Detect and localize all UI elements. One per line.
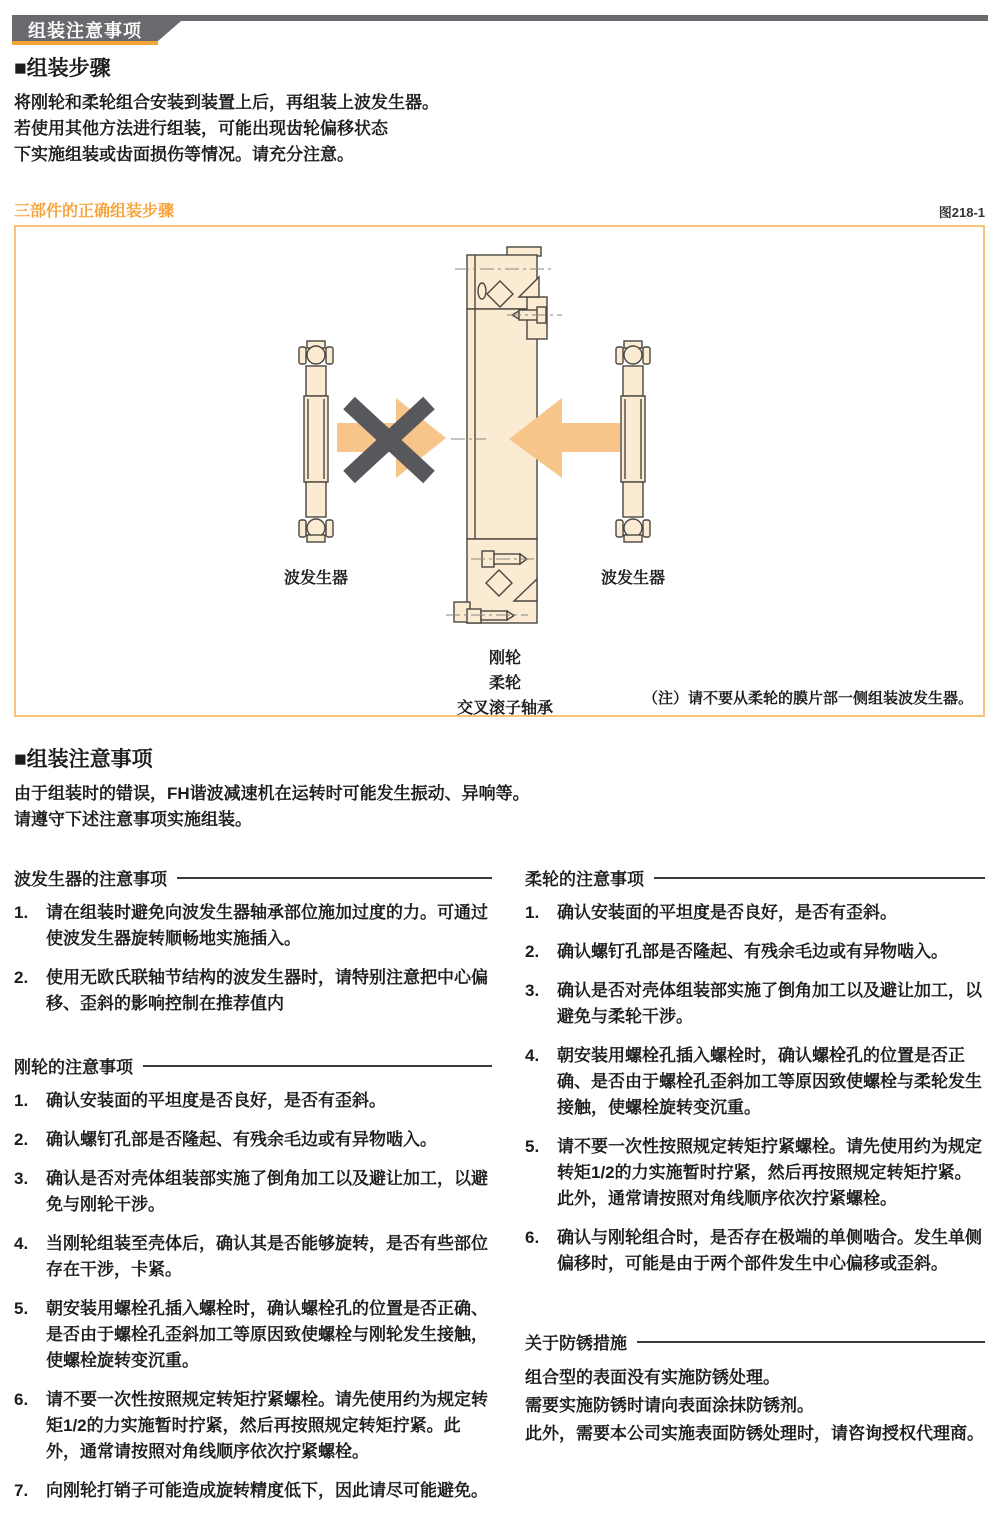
item-number: 4.: [14, 1234, 29, 1253]
wave-generator-list-title: 波发生器的注意事项: [14, 870, 167, 889]
list-item: [14, 1387, 492, 1465]
item-number: 7.: [14, 1481, 29, 1500]
list-item: [525, 978, 985, 1030]
item-text: 确认与刚轮组合时，是否存在极端的单侧啮合。发生单侧偏移时，可能是由于两个部件发生中心偏移或歪斜。: [557, 1228, 982, 1273]
list-item: [525, 1225, 985, 1277]
item-text: 请不要一次性按照规定转矩拧紧螺栓。请先使用约为规定转矩1/2的力实施暂时拧紧，然后再按照规定转矩拧紧。此外，通常请按照对角线顺序依次拧紧螺栓。: [46, 1390, 488, 1461]
wave-generator-left-drawing: [299, 341, 333, 542]
item-number: 1.: [14, 903, 29, 922]
figure-note: （注）请不要从柔轮的膜片部一侧组装波发生器。: [642, 690, 973, 707]
item-text: 确认螺钉孔部是否隆起、有残余毛边或有异物啮入。: [46, 1130, 437, 1149]
list-item: [14, 1088, 492, 1114]
item-number: 5.: [14, 1299, 29, 1318]
item-number: 3.: [14, 1169, 29, 1188]
item-number: 1.: [14, 1091, 29, 1110]
wave-generator-right-drawing: [616, 341, 650, 542]
item-text: 确认是否对壳体组装部实施了倒角加工以及避让加工，以避免与柔轮干涉。: [557, 981, 982, 1026]
item-text: 朝安装用螺栓孔插入螺栓时，确认螺栓孔的位置是否正确、是否由于螺栓孔歪斜加工等原因致使螺栓与柔轮发生接触，使螺栓旋转变沉重。: [557, 1046, 982, 1117]
paragraph-line: 下实施组装或齿面损伤等情况。请充分注意。: [14, 145, 354, 164]
paragraph-line: 由于组装时的错误，FH谐波减速机在运转时可能发生振动、异响等。: [14, 784, 530, 803]
item-number: 6.: [14, 1390, 29, 1409]
label-wave-generator-right: 波发生器: [600, 570, 665, 587]
item-text: 向刚轮打销子可能造成旋转精度低下，因此请尽可能避免。: [46, 1481, 488, 1500]
list-item: [525, 900, 985, 926]
paragraph-line: 若使用其他方法进行组装，可能出现齿轮偏移状态: [14, 119, 388, 138]
wave-generator-list: [14, 900, 492, 1017]
rust-prevention-lines: [525, 1364, 985, 1448]
assembly-steps-paragraph: [14, 90, 985, 168]
item-number: 2.: [14, 968, 29, 987]
list-item: [14, 1127, 492, 1153]
label-cross-roller-bearing: 交叉滚子轴承: [456, 700, 553, 717]
item-text: 当刚轮组装至壳体后，确认其是否能够旋转，是否有些部位存在干涉，卡紧。: [46, 1234, 488, 1279]
circular-spline-list: [14, 1088, 492, 1504]
assembly-diagram: [16, 227, 983, 715]
item-text: 确认螺钉孔部是否隆起、有残余毛边或有异物啮入。: [557, 942, 948, 961]
title-rule: [143, 1065, 492, 1067]
item-number: 2.: [525, 942, 540, 961]
item-number: 4.: [525, 1046, 540, 1065]
precautions-paragraph: [14, 781, 985, 833]
item-text: 确认安装面的平坦度是否良好，是否有歪斜。: [46, 1091, 386, 1110]
list-item: [14, 1231, 492, 1283]
list-item: [525, 939, 985, 965]
item-text: 确认安装面的平坦度是否良好，是否有歪斜。: [557, 903, 897, 922]
rust-prevention-title: 关于防锈措施: [525, 1334, 627, 1353]
item-number: 1.: [525, 903, 540, 922]
paragraph-line: 将刚轮和柔轮组合安装到装置上后，再组装上波发生器。: [14, 93, 439, 112]
item-text: 朝安装用螺栓孔插入螺栓时，确认螺栓孔的位置是否正确、是否由于螺栓孔歪斜加工等原因致使螺栓与刚轮发生接触，使螺栓旋转变沉重。: [46, 1299, 488, 1370]
title-rule: [637, 1341, 985, 1343]
item-text: 确认是否对壳体组装部实施了倒角加工以及避让加工，以避免与刚轮干涉。: [46, 1169, 488, 1214]
item-text: 使用无欧氏联轴节结构的波发生器时，请特别注意把中心偏移、歪斜的影响控制在推荐值内: [46, 968, 488, 1013]
header-tab-slant: [158, 15, 188, 41]
item-number: 6.: [525, 1228, 540, 1247]
item-number: 5.: [525, 1137, 540, 1156]
item-number: 3.: [525, 981, 540, 1000]
list-item: [525, 1134, 985, 1212]
assembly-steps-heading: ■组装步骤: [14, 57, 111, 80]
title-rule: [177, 877, 492, 879]
figure-number: 图218-1: [938, 205, 985, 220]
item-text: 请不要一次性按照规定转矩拧紧螺栓。请先使用约为规定转矩1/2的力实施暂时拧紧，然后再按照规定转矩拧紧。此外，通常请按照对角线顺序依次拧紧螺栓。: [557, 1137, 982, 1208]
paragraph-line: 需要实施防锈时请向表面涂抹防锈剂。: [525, 1396, 814, 1415]
label-circular-spline: 刚轮: [488, 650, 521, 667]
label-flexspline: 柔轮: [488, 675, 521, 692]
item-number: 2.: [14, 1130, 29, 1149]
paragraph-line: 组合型的表面没有实施防锈处理。: [525, 1368, 780, 1387]
circular-spline-list-title: 刚轮的注意事项: [14, 1058, 133, 1077]
flexspline-list: [525, 900, 985, 1277]
paragraph-line: 此外，需要本公司实施表面防锈处理时，请咨询授权代理商。: [525, 1424, 984, 1443]
precautions-heading: ■组装注意事项: [14, 748, 153, 771]
flexspline-list-title: 柔轮的注意事项: [525, 870, 644, 889]
list-item: [525, 1043, 985, 1121]
list-item: [14, 1166, 492, 1218]
list-item: [14, 900, 492, 952]
label-wave-generator-left: 波发生器: [283, 570, 348, 587]
title-rule: [654, 877, 985, 879]
assembly-figure: [14, 225, 985, 717]
paragraph-line: 请遵守下述注意事项实施组装。: [14, 810, 252, 829]
list-item: [14, 965, 492, 1017]
figure-caption: 三部件的正确组装步骤: [14, 203, 175, 220]
list-item: [14, 1478, 492, 1504]
list-item: [14, 1296, 492, 1374]
item-text: 请在组装时避免向波发生器轴承部位施加过度的力。可通过使波发生器旋转顺畅地实施插入。: [46, 903, 488, 948]
page-title: 组装注意事项: [28, 21, 142, 41]
